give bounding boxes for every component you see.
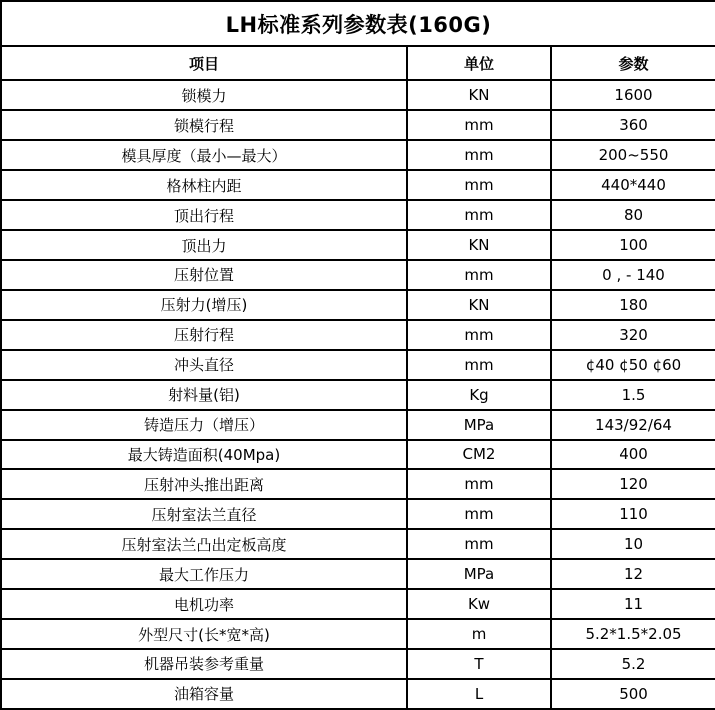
cell-value: 143/92/64: [551, 410, 715, 440]
cell-item: 压射行程: [1, 320, 407, 350]
column-header-value: 参数: [551, 46, 715, 80]
table-row: [1, 200, 715, 230]
table-row: [1, 110, 715, 140]
cell-unit: Kg: [407, 380, 551, 410]
cell-item: 压射室法兰直径: [1, 499, 407, 529]
cell-item: 顶出力: [1, 230, 407, 260]
cell-unit: KN: [407, 230, 551, 260]
cell-item: 压射室法兰凸出定板高度: [1, 529, 407, 559]
cell-value: ¢40 ¢50 ¢60: [551, 350, 715, 380]
cell-unit: mm: [407, 350, 551, 380]
cell-unit: mm: [407, 140, 551, 170]
page-title: LH标准系列参数表(160G): [1, 1, 715, 46]
cell-item: 铸造压力（增压）: [1, 410, 407, 440]
table-row: [1, 499, 715, 529]
cell-value: 200~550: [551, 140, 715, 170]
column-header-unit: 单位: [407, 46, 551, 80]
cell-item: 最大铸造面积(40Mpa): [1, 440, 407, 470]
cell-unit: KN: [407, 80, 551, 110]
table-row: [1, 290, 715, 320]
cell-value: 120: [551, 469, 715, 499]
table-row: [1, 679, 715, 709]
table-row: [1, 649, 715, 679]
cell-item: 机器吊装参考重量: [1, 649, 407, 679]
column-header-item: 项目: [1, 46, 407, 80]
table-row: [1, 350, 715, 380]
cell-item: 压射位置: [1, 260, 407, 290]
table-header-row: [1, 46, 715, 80]
cell-unit: MPa: [407, 410, 551, 440]
table-row: [1, 469, 715, 499]
table-row: [1, 320, 715, 350]
cell-unit: L: [407, 679, 551, 709]
cell-value: 440*440: [551, 170, 715, 200]
cell-item: 格林柱内距: [1, 170, 407, 200]
cell-unit: MPa: [407, 559, 551, 589]
cell-unit: mm: [407, 170, 551, 200]
cell-item: 油箱容量: [1, 679, 407, 709]
table-row: [1, 440, 715, 470]
cell-item: 模具厚度（最小—最大）: [1, 140, 407, 170]
cell-item: 锁模力: [1, 80, 407, 110]
table-row: [1, 170, 715, 200]
cell-item: 压射力(增压): [1, 290, 407, 320]
cell-unit: mm: [407, 529, 551, 559]
cell-value: 5.2: [551, 649, 715, 679]
table-row: [1, 260, 715, 290]
cell-item: 外型尺寸(长*宽*高): [1, 619, 407, 649]
cell-value: 500: [551, 679, 715, 709]
cell-item: 最大工作压力: [1, 559, 407, 589]
cell-unit: T: [407, 649, 551, 679]
table-row: [1, 140, 715, 170]
table-row: [1, 410, 715, 440]
cell-item: 射料量(铝): [1, 380, 407, 410]
cell-unit: CM2: [407, 440, 551, 470]
cell-unit: mm: [407, 320, 551, 350]
cell-value: 12: [551, 559, 715, 589]
table-row: [1, 380, 715, 410]
table-row: [1, 529, 715, 559]
cell-item: 电机功率: [1, 589, 407, 619]
cell-value: 1.5: [551, 380, 715, 410]
cell-unit: mm: [407, 200, 551, 230]
title-row: [1, 1, 715, 46]
cell-value: 11: [551, 589, 715, 619]
cell-value: 100: [551, 230, 715, 260]
cell-item: 锁模行程: [1, 110, 407, 140]
table-row: [1, 619, 715, 649]
cell-value: 5.2*1.5*2.05: [551, 619, 715, 649]
table-row: [1, 230, 715, 260]
table-row: [1, 80, 715, 110]
cell-unit: Kw: [407, 589, 551, 619]
table-row: [1, 559, 715, 589]
cell-item: 压射冲头推出距离: [1, 469, 407, 499]
cell-item: 冲头直径: [1, 350, 407, 380]
cell-unit: mm: [407, 499, 551, 529]
cell-unit: mm: [407, 260, 551, 290]
cell-unit: mm: [407, 469, 551, 499]
cell-value: 360: [551, 110, 715, 140]
cell-value: 1600: [551, 80, 715, 110]
cell-item: 顶出行程: [1, 200, 407, 230]
cell-value: 80: [551, 200, 715, 230]
cell-value: 320: [551, 320, 715, 350]
cell-value: 10: [551, 529, 715, 559]
cell-value: 180: [551, 290, 715, 320]
cell-unit: mm: [407, 110, 551, 140]
cell-value: 400: [551, 440, 715, 470]
cell-value: 110: [551, 499, 715, 529]
cell-value: 0 , - 140: [551, 260, 715, 290]
cell-unit: m: [407, 619, 551, 649]
table-row: [1, 589, 715, 619]
cell-unit: KN: [407, 290, 551, 320]
